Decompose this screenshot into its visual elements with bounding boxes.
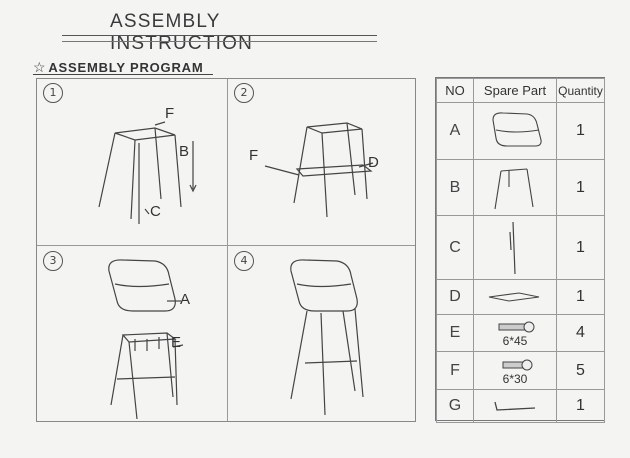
label-f-step1: F <box>165 105 175 122</box>
title-underline <box>62 35 377 36</box>
column-quantity: Quantity <box>557 79 605 103</box>
label-d-step2: D <box>368 154 379 171</box>
label-c-step1: C <box>150 203 161 220</box>
row-no: F <box>437 352 474 390</box>
row-no: C <box>437 216 474 280</box>
row-quantity: 5 <box>557 352 605 390</box>
label-e-step3: E <box>171 334 182 351</box>
label-f-step2: F <box>249 147 259 164</box>
label-b-step1: B <box>179 143 190 160</box>
short-bolt-icon <box>474 352 557 390</box>
table-row <box>437 352 605 390</box>
table-row <box>437 160 605 216</box>
step-4-diagram <box>37 79 417 423</box>
row-no: E <box>437 315 474 352</box>
row-quantity: 1 <box>557 216 605 280</box>
step-number-3: 3 <box>43 251 63 271</box>
table-row <box>437 216 605 280</box>
table-row <box>437 315 605 352</box>
footrest-bar-icon <box>474 280 557 315</box>
section-heading-label: ASSEMBLY PROGRAM <box>48 60 204 75</box>
table-row <box>437 390 605 423</box>
row-quantity: 1 <box>557 103 605 160</box>
column-spare-part: Spare Part <box>474 79 557 103</box>
row-quantity: 1 <box>557 280 605 315</box>
single-leg-icon <box>474 216 557 280</box>
allen-key-icon <box>474 390 557 423</box>
front-legs-icon <box>474 160 557 216</box>
spare-parts-table <box>435 77 605 421</box>
bolt-size-label: 6*45 <box>502 334 528 348</box>
row-quantity: 4 <box>557 315 605 352</box>
row-quantity: 1 <box>557 390 605 423</box>
bolt-icon <box>474 315 557 352</box>
row-no: G <box>437 390 474 423</box>
table-header-row <box>437 79 605 103</box>
step-number-4: 4 <box>234 251 254 271</box>
step-number-1: 1 <box>43 83 63 103</box>
short-bolt-size-label: 6*30 <box>502 372 528 386</box>
row-no: B <box>437 160 474 216</box>
page-title: ASSEMBLY INSTRUCTION <box>110 11 254 54</box>
section-underline <box>33 74 213 75</box>
title-underline-thin <box>62 41 377 42</box>
assembly-steps-grid <box>36 78 416 422</box>
table-row <box>437 280 605 315</box>
column-no: NO <box>437 79 474 103</box>
star-outline-icon: ☆ <box>33 59 47 75</box>
label-a-step3: A <box>180 291 191 308</box>
seat-shell-icon <box>474 103 557 160</box>
row-no: A <box>437 103 474 160</box>
row-quantity: 1 <box>557 160 605 216</box>
table-row <box>437 103 605 160</box>
row-no: D <box>437 280 474 315</box>
step-number-2: 2 <box>234 83 254 103</box>
